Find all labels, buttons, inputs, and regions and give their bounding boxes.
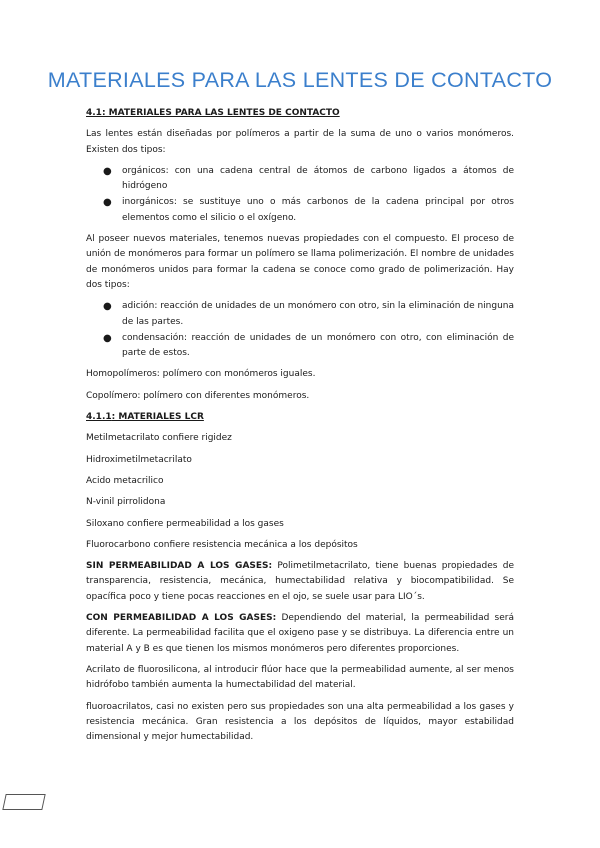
- section-heading-text: : MATERIALES LCR: [111, 412, 204, 423]
- section-number: 4.1: [86, 108, 102, 118]
- material-line: Hidroximetilmetacrilato: [86, 454, 192, 465]
- list-item: ● adición: reacción de unidades de un monómero con otro, sin la eliminación de ninguna de las partes.: [103, 301, 515, 327]
- material-line: Siloxano confiere permeabilidad a los gases: [86, 518, 284, 529]
- material-line: Acido metacrilico: [86, 475, 164, 486]
- no-permeability-label: SIN PERMEABILIDAD A LOS GASES:: [86, 561, 273, 572]
- bullet-icon: ●: [103, 301, 112, 313]
- intro-paragraph: Las lentes están diseñadas por polímeros a partir de la suma de uno o varios monómeros. Existen dos tipos:: [86, 129, 514, 155]
- fluorosilicone-paragraph: Acrilato de fluorosilicona, al introducir flúor hace que la permeabilidad aumente, al ser menos hidrófobo también aumenta la humectabilidad del material.: [86, 664, 514, 691]
- permeability-paragraph: CON PERMEABILIDAD A LOS GASES: Dependiendo del material, la permeabilidad será diferente. La permeabilidad facilita que el oxigeno pase y se distribuya. La diferencia entre un material A y B es que tienen los mismos monómeros pero diferentes proporciones.: [86, 613, 514, 654]
- homopolymer-line: Homopolímeros: polímero con monómeros iguales.: [86, 369, 316, 380]
- bullet-icon: ●: [103, 165, 112, 177]
- section-number: 4.1.1: [86, 412, 112, 423]
- polymerization-types-list: [86, 299, 514, 361]
- copolymer-line: Copolímero: polímero con diferentes monómeros.: [86, 390, 310, 401]
- fluoroacrylates-paragraph: fluoroacrilatos, casi no existen pero sus propiedades son una alta permeabilidad a los gases y resistencia mecánica. Gran resistencia a los depósitos de líquidos, mayor estabilidad dimensional y mejor humectabilidad.: [86, 701, 514, 743]
- document-body: [86, 106, 514, 751]
- bullet-icon: ●: [103, 332, 112, 344]
- section-heading-text: : MATERIALES PARA LAS LENTES DE CONTACTO: [101, 108, 340, 118]
- polymer-types-list: [86, 164, 514, 226]
- corner-stamp-shape: [2, 794, 45, 810]
- material-line: Metilmetacrilato confiere rigidez: [86, 433, 232, 444]
- document-title: MATERIALES PARA LAS LENTES DE CONTACTO: [47, 68, 553, 92]
- list-item: ● orgánicos: con una cadena central de átomos de carbono ligados a átomos de hidrógeno: [103, 165, 514, 192]
- polymerization-paragraph: Al poseer nuevos materiales, tenemos nuevas propiedades con el compuesto. El proceso de unión de monómeros para formar un polímero se llama polimerización. El nombre de unidades de monómeros unidos para formar la cadena se conoce como grado de polimerización. Hay dos tipos:: [86, 234, 514, 290]
- section-heading-4-1-1: [86, 410, 514, 425]
- no-permeability-paragraph: SIN PERMEABILIDAD A LOS GASES: Polimetilmetacrilato, tiene buenas propiedades de transparencia, resistencia, mecánica, humectabilidad relativa y biocompatibilidad. Se opacífica poco y tiene pocas reacciones en el ojo, se suele usar para LIO´s.: [86, 561, 514, 602]
- material-line: N-vinil pirrolidona: [86, 497, 166, 508]
- section-heading-4-1: [86, 106, 514, 121]
- list-item: ● inorgánicos: se sustituye uno o más carbonos de la cadena principal por otros elementos como el silicio o el oxígeno.: [103, 197, 514, 223]
- material-line: Fluorocarbono confiere resistencia mecánica a los depósitos: [86, 539, 358, 550]
- bullet-icon: ●: [103, 197, 112, 209]
- list-item: ● condensación: reacción de unidades de un monómero con otro, con eliminación de parte de estos.: [103, 332, 514, 359]
- permeability-label: CON PERMEABILIDAD A LOS GASES:: [86, 613, 277, 624]
